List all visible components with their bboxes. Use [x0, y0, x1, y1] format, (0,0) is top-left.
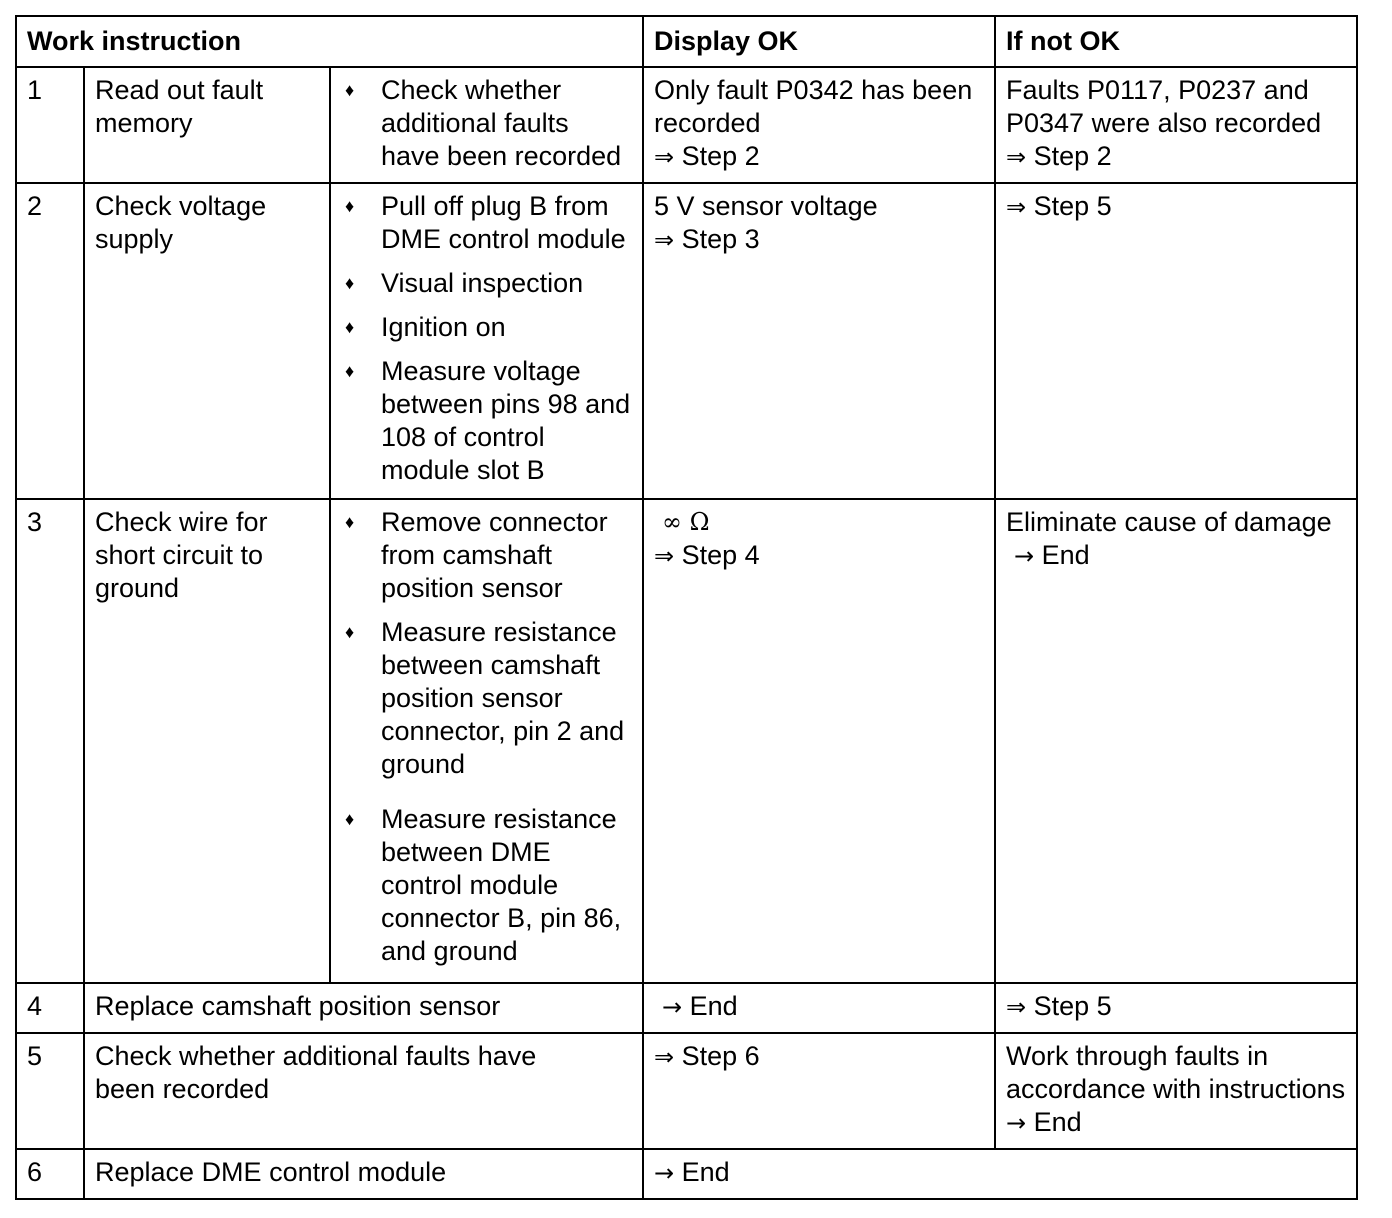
list-item — [341, 74, 632, 173]
double-arrow-icon: ⇒ — [1006, 193, 1027, 221]
list-item — [341, 803, 632, 968]
action-text: Measure resistance between DME control module connector B, pin 86, and ground — [381, 804, 622, 966]
table-header-row — [16, 16, 1357, 67]
list-item — [341, 506, 632, 605]
double-arrow-icon: ⇒ — [654, 226, 675, 254]
actions-cell — [330, 67, 643, 183]
double-arrow-icon: ⇒ — [654, 143, 675, 171]
step-number: 4 — [16, 983, 84, 1033]
ok-cell — [643, 1149, 1357, 1199]
ok-next: End — [689, 991, 738, 1021]
list-item — [341, 190, 632, 256]
arrow-icon: → — [654, 1159, 675, 1187]
not-ok-cell — [995, 67, 1357, 183]
step-number: 2 — [16, 183, 84, 499]
ok-next: End — [681, 1157, 730, 1187]
list-item — [341, 267, 632, 300]
action-text: Check whether additional faults have been recorded — [381, 75, 622, 171]
not-ok-next: End — [1033, 1107, 1082, 1137]
double-arrow-icon: ⇒ — [1006, 993, 1027, 1021]
step-number: 6 — [16, 1149, 84, 1199]
not-ok-next: End — [1041, 540, 1090, 570]
double-arrow-icon: ⇒ — [654, 1043, 675, 1071]
bullet-icon: ♦ — [345, 361, 355, 381]
work-instruction-table — [15, 15, 1358, 1200]
ok-cell — [643, 183, 995, 499]
task-cell: Replace DME control module — [84, 1149, 643, 1199]
bullet-icon: ♦ — [345, 622, 355, 642]
task-cell: Check wire for short circuit to ground — [84, 499, 330, 983]
header-display-ok: Display OK — [643, 16, 995, 67]
not-ok-next: Step 2 — [1033, 141, 1112, 171]
actions-cell — [330, 183, 643, 499]
task-cell: Read out fault memory — [84, 67, 330, 183]
bullet-icon: ♦ — [345, 196, 355, 216]
task-cell: Check voltage supply — [84, 183, 330, 499]
bullet-icon: ♦ — [345, 273, 355, 293]
list-item — [341, 355, 632, 487]
not-ok-text: Work through faults in accordance with instructions — [1006, 1041, 1346, 1104]
table-row — [16, 1149, 1357, 1199]
not-ok-cell — [995, 1033, 1357, 1149]
bullet-icon: ♦ — [345, 809, 355, 829]
ok-next: Step 4 — [681, 540, 760, 570]
double-arrow-icon: ⇒ — [1006, 143, 1027, 171]
step-number: 1 — [16, 67, 84, 183]
ok-text: ∞ Ω — [662, 508, 710, 536]
ok-next: Step 2 — [681, 141, 760, 171]
not-ok-text: Faults P0117, P0237 and P0347 were also recorded — [1006, 75, 1322, 138]
table-row — [16, 983, 1357, 1033]
header-if-not-ok: If not OK — [995, 16, 1357, 67]
not-ok-next: Step 5 — [1033, 191, 1112, 221]
not-ok-next: Step 5 — [1033, 991, 1112, 1021]
actions-cell — [330, 499, 643, 983]
list-item — [341, 616, 632, 781]
ok-next: Step 6 — [681, 1041, 760, 1071]
arrow-icon: → — [1014, 542, 1035, 570]
ok-cell — [643, 983, 995, 1033]
not-ok-text: Eliminate cause of damage — [1006, 507, 1332, 537]
arrow-icon: → — [1006, 1109, 1027, 1137]
ok-text: Only fault P0342 has been recorded — [654, 75, 973, 138]
ok-next: Step 3 — [681, 224, 760, 254]
action-text: Measure voltage between pins 98 and 108 of control module slot B — [381, 356, 631, 485]
ok-cell — [643, 1033, 995, 1149]
task-cell: Replace camshaft position sensor — [84, 983, 643, 1033]
list-item — [341, 311, 632, 344]
action-text: Ignition on — [381, 312, 506, 342]
header-work-instruction: Work instruction — [16, 16, 643, 67]
ok-text: 5 V sensor voltage — [654, 191, 878, 221]
not-ok-cell — [995, 983, 1357, 1033]
action-text: Remove connector from camshaft position sensor — [381, 507, 608, 603]
table-row — [16, 499, 1357, 983]
bullet-icon: ♦ — [345, 317, 355, 337]
bullet-icon: ♦ — [345, 512, 355, 532]
bullet-icon: ♦ — [345, 80, 355, 100]
ok-cell — [643, 67, 995, 183]
arrow-icon: → — [662, 993, 683, 1021]
double-arrow-icon: ⇒ — [654, 542, 675, 570]
ok-cell — [643, 499, 995, 983]
step-number: 5 — [16, 1033, 84, 1149]
action-text: Measure resistance between camshaft position sensor connector, pin 2 and ground — [381, 617, 625, 779]
step-number: 3 — [16, 499, 84, 983]
table-row — [16, 67, 1357, 183]
table-row — [16, 183, 1357, 499]
task-cell: Check whether additional faults have been recorded — [84, 1033, 643, 1149]
not-ok-cell — [995, 183, 1357, 499]
not-ok-cell — [995, 499, 1357, 983]
table-row — [16, 1033, 1357, 1149]
action-text: Visual inspection — [381, 268, 584, 298]
action-text: Pull off plug B from DME control module — [381, 191, 626, 254]
